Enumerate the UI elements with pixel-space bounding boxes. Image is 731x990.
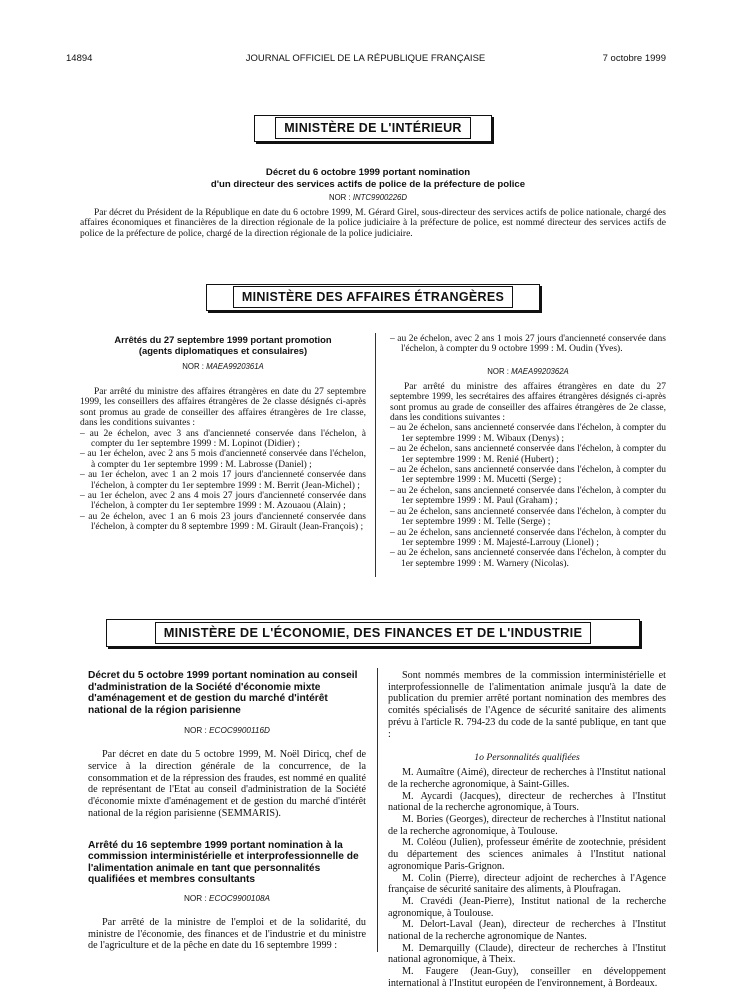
ministry-title: MINISTÈRE DE L'INTÉRIEUR <box>275 117 471 139</box>
list-item: – au 2e échelon, avec 2 ans 1 mois 27 jours d'ancienneté conservée dans l'échelon, à compter du 9 octobre 1999 : M. Oudin (Yves). <box>390 334 666 355</box>
list-item: – au 2e échelon, avec 3 ans d'ancienneté conservée dans l'échelon, à compter du 1er septembre 1999 : M. Lopinot (Didier) ; <box>80 429 366 450</box>
arrete-title-line: (agents diplomatiques et consulaires) <box>138 345 308 356</box>
economie-left-column <box>88 670 366 952</box>
member-entry: M. Delort-Laval (Jean), directeur de recherches à l'Institut national de la recherche agronomique de Nantes. <box>388 919 666 943</box>
ministry-box-interieur <box>254 115 492 142</box>
arrete-title-line: Arrêtés du 27 septembre 1999 portant promotion <box>114 334 332 345</box>
arrete-title: Arrêté du 16 septembre 1999 portant nomination à la commission interministérielle et interprofessionnelle de l'alimentation animale en tant que personnalités qualifiées et membres consultants <box>88 839 359 886</box>
member-entry: M. Colin (Pierre), directeur adjoint de recherches à l'Agence française de sécurité sanitaire des aliments, à Ploufragan. <box>388 872 666 896</box>
member-entry: M. Demarquilly (Claude), directeur de recherches à l'Institut national agronomique, à Theix. <box>388 942 666 966</box>
promotion-list <box>80 429 366 533</box>
list-item: – au 2e échelon, sans ancienneté conservée dans l'échelon, à compter du 1er septembre 1999 : M. Paul (Graham) ; <box>390 486 666 507</box>
member-entry: M. Bories (Georges), directeur de recherches à l'Institut national de la recherche agronomique, à Toulouse. <box>388 814 666 837</box>
list-item: – au 1er échelon, avec 2 ans 4 mois 27 jours d'ancienneté conservée dans l'échelon, à compter du 1er septembre 1999 : M. Azouaou (Alain) ; <box>80 491 366 512</box>
nor-code: ECOC9900116D <box>209 726 270 736</box>
nor-reference <box>390 367 666 376</box>
etrangeres-left-column <box>80 334 366 533</box>
column-divider <box>375 333 376 577</box>
nor-reference <box>88 894 366 903</box>
list-item: – au 2e échelon, sans ancienneté conservée dans l'échelon, à compter du 1er septembre 1999 : M. Wibaux (Denys) ; <box>390 423 666 444</box>
nor-reference <box>88 726 366 735</box>
list-item: – au 2e échelon, sans ancienneté conservée dans l'échelon, à compter du 1er septembre 1999 : M. Mucetti (Serge) ; <box>390 465 666 486</box>
list-item: – au 2e échelon, sans ancienneté conservée dans l'échelon, à compter du 1er septembre 1999 : M. Renié (Hubert) ; <box>390 444 666 465</box>
member-entry: M. Faugere (Jean-Guy), conseiller en développement international à l'Institut européen de l'environnement, à Bordeaux. <box>388 966 666 989</box>
journal-title: JOURNAL OFFICIEL DE LA RÉPUBLIQUE FRANÇAISE <box>245 53 486 64</box>
decree-title: Décret du 5 octobre 1999 portant nomination au conseil d'administration de la Société d'économie mixte d'aménagement et de gestion du marché d'intérêt national de la région parisienne <box>88 670 358 716</box>
promotion-list <box>390 334 666 355</box>
economie-right-column <box>388 670 666 990</box>
decree-title-line: Décret du 6 octobre 1999 portant nomination <box>265 167 471 178</box>
arrete-title <box>80 334 366 356</box>
decree-body: Par décret en date du 5 octobre 1999, M. Noël Diricq, chef de service à la direction générale de la concurrence, de la consommation et de la répression des fraudes, est nommé en qualité de représentant de l'Etat au conseil d'administration de la Société d'économie mixte d'aménagement et de gestion du marché d'intérêt national de la région parisienne (SEMMARIS). <box>88 749 366 819</box>
list-item: – au 2e échelon, sans ancienneté conservée dans l'échelon, à compter du 1er septembre 1999 : M. Majesté-Larrouy (Lionel) ; <box>390 528 666 549</box>
arrete-body: Par arrêté de la ministre de l'emploi et de la solidarité, du ministre de l'économie, des finances et de l'industrie et du ministre de l'agriculture et de la pêche en date du 16 septembre 1999 : <box>88 916 366 952</box>
nor-label: NOR : <box>182 362 204 371</box>
member-entry: M. Coléou (Julien), professeur émérite de zootechnie, président du département des sciences animales à l'Institut national agronomique Paris-Grignon. <box>388 837 666 872</box>
decree-title-line: d'un directeur des services actifs de police de la préfecture de police <box>210 178 526 190</box>
ministry-title: MINISTÈRE DE L'ÉCONOMIE, DES FINANCES ET DE L'INDUSTRIE <box>155 622 592 644</box>
ministry-box-etrangeres <box>206 284 540 311</box>
ministry-box-economie <box>106 619 640 647</box>
member-entry: M. Aumaître (Aimé), directeur de recherches à l'Institut national de la recherche agronomique, à Saint-Gilles. <box>388 767 666 790</box>
nor-code: MAEA9920361A <box>206 362 264 371</box>
member-entry: M. Aycardi (Jacques), directeur de recherches à l'Institut national de la recherche agronomique, à Tours. <box>388 790 666 814</box>
ministry-title: MINISTÈRE DES AFFAIRES ÉTRANGÈRES <box>233 286 513 308</box>
list-item: – au 1er échelon, avec 2 ans 5 mois d'ancienneté conservée dans l'échelon, à compter du 1er septembre 1999 : M. Labrosse (Daniel) ; <box>80 449 366 470</box>
member-entry: M. Cravédi (Jean-Pierre), Institut national de la recherche agronomique, à Toulouse. <box>388 895 666 919</box>
list-item: – au 2e échelon, avec 1 an 6 mois 23 jours d'ancienneté conservée dans l'échelon, à compter du 8 septembre 1999 : M. Girault (Jean-François) ; <box>80 512 366 533</box>
nor-code: INTC9900226D <box>352 193 408 202</box>
list-item: – au 1er échelon, avec 1 an 2 mois 17 jours d'ancienneté conservée dans l'échelon, à compter du 1er septembre 1999 : M. Berrit (Jean-Michel) ; <box>80 470 366 491</box>
etrangeres-right-column <box>390 334 666 569</box>
nor-code: ECOC9900108A <box>209 893 271 903</box>
nor-reference <box>80 362 366 371</box>
nor-reference <box>80 193 656 202</box>
issue-date: 7 octobre 1999 <box>602 53 666 64</box>
arrete-intro: Par arrêté du ministre des affaires étrangères en date du 27 septembre 1999, les conseillers des affaires étrangères de 2e classe désignés ci-après sont promus au grade de conseiller des affaires étrangères de 1re classe, dans les conditions suivantes : <box>80 387 366 429</box>
arrete-intro: Par arrêté du ministre des affaires étrangères en date du 27 septembre 1999, les secrétaires des affaires étrangères désignés ci-après sont promus au grade de conseiller des affaires étrangères de 2e classe, dans les conditions suivantes : <box>390 381 666 424</box>
nor-label: NOR : <box>487 366 509 376</box>
nor-code: MAEA9920362A <box>511 366 569 376</box>
commission-intro: Sont nommés membres de la commission interministérielle et interprofessionnelle de l'alimentation animale jusqu'à la date de publication du premier arrêté portant nomination des membres des comités spécialisés de l'Agence de sécurité sanitaire des aliments prévu à l'article R. 794-23 du code de la santé publique, en tant que : <box>388 670 666 740</box>
nor-label: NOR : <box>328 193 351 202</box>
decree-body: Par décret du Président de la République en date du 6 octobre 1999, M. Gérard Girel, sous-directeur des services actifs de police nationale, chargé des affaires économiques et financières de la direction régionale de la police judiciaire à la préfecture de police, est nommé directeur des services actifs de police de la préfecture de police, chargé de la direction régionale de la police judiciaire. <box>80 208 666 239</box>
list-item: – au 2e échelon, sans ancienneté conservée dans l'échelon, à compter du 1er septembre 1999 : M. Telle (Serge) ; <box>390 507 666 528</box>
section-subheading: 1o Personnalités qualifiées <box>474 752 580 764</box>
list-item: – au 2e échelon, sans ancienneté conservée dans l'échelon, à compter du 1er septembre 1999 : M. Warnery (Nicolas). <box>390 548 666 569</box>
page-number: 14894 <box>66 53 93 64</box>
nor-label: NOR : <box>183 893 207 903</box>
column-divider <box>377 668 378 952</box>
decree-title <box>80 167 656 190</box>
promotion-list <box>390 423 666 569</box>
nor-label: NOR : <box>184 726 207 736</box>
